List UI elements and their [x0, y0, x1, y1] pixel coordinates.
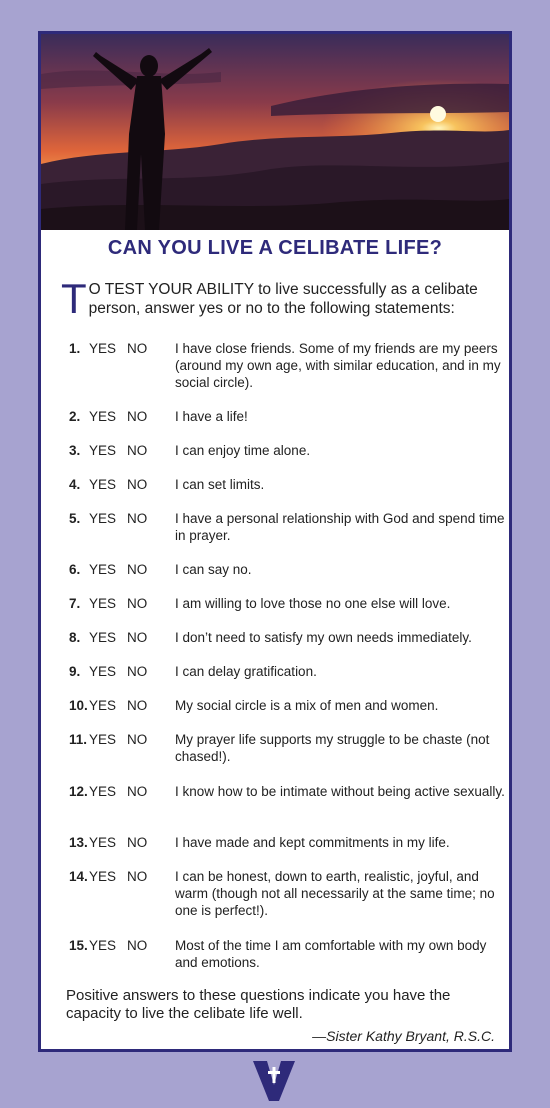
- yes-option: YES: [89, 443, 117, 458]
- yes-option: YES: [89, 596, 117, 611]
- no-option: NO: [127, 835, 148, 850]
- statement-text: I can be honest, down to earth, realistic, joyful, and warm (though not all necessarily at the same time; no one is perfect!).: [175, 869, 495, 918]
- sunset-silhouette-icon: [41, 34, 509, 230]
- statement-text: I have made and kept commitments in my life.: [175, 835, 450, 850]
- statement-text: My social circle is a mix of men and women.: [175, 698, 439, 713]
- intro-paragraph: [61, 275, 501, 322]
- yes-option: YES: [89, 664, 117, 679]
- closing-paragraph: Positive answers to these questions indicate you have the capacity to live the celibate life well.: [66, 987, 451, 1022]
- no-option: NO: [127, 869, 148, 884]
- statement-text: I can set limits.: [175, 477, 265, 492]
- no-option: NO: [127, 477, 148, 492]
- statement-number: 4.: [69, 477, 81, 492]
- statement-text: My prayer life supports my struggle to be chaste (not chased!).: [175, 732, 490, 764]
- statement-number: 2.: [69, 409, 81, 424]
- yes-option: YES: [89, 698, 117, 713]
- yes-option: YES: [89, 938, 117, 953]
- drop-cap: T: [61, 275, 87, 322]
- v-cross-logo-icon: [251, 1057, 297, 1108]
- no-option: NO: [127, 511, 148, 526]
- statement-number: 8.: [69, 630, 81, 645]
- statement-text: I have a life!: [175, 409, 248, 424]
- sunset-photo: [41, 34, 509, 230]
- yes-option: YES: [89, 511, 117, 526]
- yes-option: YES: [89, 630, 117, 645]
- statement-number: 13.: [69, 835, 88, 850]
- yes-option: YES: [89, 732, 117, 747]
- yes-option: YES: [89, 562, 117, 577]
- yes-option: YES: [89, 477, 117, 492]
- statement-number: 3.: [69, 443, 81, 458]
- statement-number: 12.: [69, 784, 88, 799]
- page-title: CAN YOU LIVE A CELIBATE LIFE?: [107, 237, 443, 259]
- statement-text: I can enjoy time alone.: [175, 443, 311, 458]
- signature: —Sister Kathy Bryant, R.S.C.: [312, 1028, 495, 1044]
- statement-text: I don’t need to satisfy my own needs immediately.: [175, 630, 472, 645]
- yes-option: YES: [89, 835, 117, 850]
- no-option: NO: [127, 664, 148, 679]
- yes-option: YES: [89, 409, 117, 424]
- statement-text: I can say no.: [175, 562, 252, 577]
- no-option: NO: [127, 409, 148, 424]
- statement-number: 5.: [69, 511, 81, 526]
- no-option: NO: [127, 938, 148, 953]
- no-option: NO: [127, 630, 148, 645]
- statement-number: 14.: [69, 869, 88, 884]
- card: [38, 31, 512, 1052]
- statement-number: 10.: [69, 698, 88, 713]
- statement-text: I am willing to love those no one else will love.: [175, 596, 451, 611]
- no-option: NO: [127, 784, 148, 799]
- no-option: NO: [127, 732, 148, 747]
- statement-number: 11.: [69, 732, 88, 747]
- statement-text: I have a personal relationship with God and spend time in prayer.: [175, 511, 505, 543]
- statement-number: 15.: [69, 938, 88, 953]
- statement-number: 7.: [69, 596, 81, 611]
- no-option: NO: [127, 443, 148, 458]
- statement-number: 1.: [69, 341, 81, 356]
- no-option: NO: [127, 698, 148, 713]
- yes-option: YES: [89, 784, 117, 799]
- intro-text: O TEST YOUR ABILITY to live successfully as a celibate person, answer yes or no to the following statements:: [88, 281, 478, 317]
- statement-text: I know how to be intimate without being active sexually.: [175, 784, 505, 799]
- statement-number: 6.: [69, 562, 81, 577]
- no-option: NO: [127, 341, 148, 356]
- statement-text: I have close friends. Some of my friends are my peers (around my own age, with similar education, and in my social circle).: [175, 341, 501, 390]
- yes-option: YES: [89, 869, 117, 884]
- statement-number: 9.: [69, 664, 81, 679]
- statement-text: Most of the time I am comfortable with my own body and emotions.: [175, 938, 487, 970]
- statement-text: I can delay gratification.: [175, 664, 317, 679]
- yes-option: YES: [89, 341, 117, 356]
- no-option: NO: [127, 596, 148, 611]
- no-option: NO: [127, 562, 148, 577]
